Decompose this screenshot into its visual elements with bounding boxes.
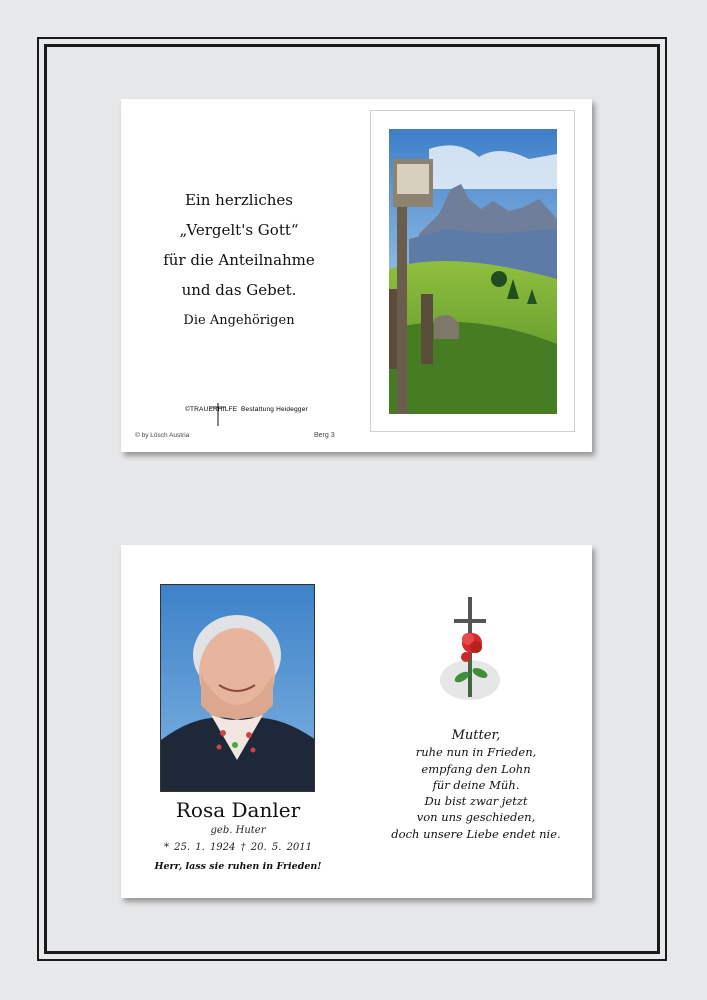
thank-you-line-1: Ein herzliches (184, 191, 294, 209)
poem-line-6: von uns geschieden, (416, 810, 536, 825)
poem-line-3: empfang den Lohn (421, 761, 531, 776)
landscape-photo-frame (370, 110, 575, 432)
prayer-line: Herr, lass sie ruhen in Frieden! (154, 861, 322, 872)
poem-line-7: doch unsere Liebe endet nie. (391, 826, 561, 841)
poem-line-4: für deine Müh. (432, 777, 520, 792)
family-signature: Die Angehörigen (183, 313, 295, 328)
thank-you-line-2: „Vergelt's Gott“ (179, 221, 299, 239)
poem-line-5: Du bist zwar jetzt (424, 794, 528, 809)
design-code: Berg 3 (314, 432, 335, 439)
cross-logo-icon (185, 401, 315, 427)
mountain-landscape-image (389, 129, 557, 414)
poem-line-2: ruhe nun in Frieden, (415, 745, 537, 760)
logo-text: ©TRAUERHILFE (185, 406, 238, 413)
life-dates (121, 842, 355, 853)
death-date: † 20. 5. 2011 (240, 842, 313, 853)
deceased-name: Rosa Danler (175, 798, 301, 822)
cross-with-rose-icon (436, 595, 506, 705)
birth-date: * 25. 1. 1924 (163, 842, 236, 853)
thank-you-text (121, 185, 357, 305)
maiden-name: geb. Huter (210, 825, 266, 836)
thank-you-card (121, 99, 592, 452)
portrait-photo (160, 584, 315, 792)
logo-company: Bestattung Heidegger (241, 406, 308, 413)
thank-you-line-3: für die Anteilnahme (163, 251, 315, 269)
thank-you-line-4: und das Gebet. (181, 281, 297, 299)
memorial-poem (371, 728, 581, 842)
memorial-card (121, 545, 592, 898)
poem-line-1: Mutter, (451, 728, 501, 743)
copyright-text: © by Lösch Austria (135, 432, 190, 439)
funeral-home-logo (185, 401, 315, 427)
